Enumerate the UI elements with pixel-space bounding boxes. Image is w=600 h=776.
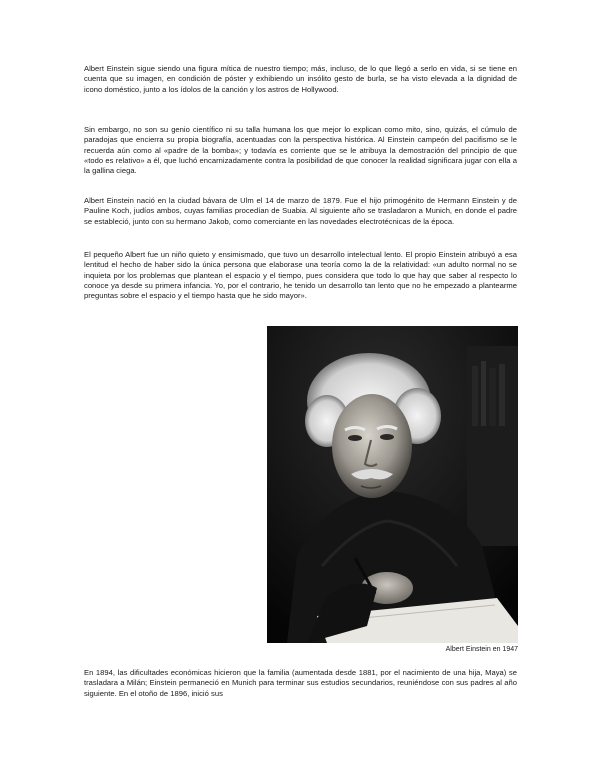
paragraph-3: Albert Einstein nació en la ciudad bávara de Ulm el 14 de marzo de 1879. Fue el hijo primogénito de Hermann Einstein y de Pauline Koch, judíos ambos, cuyas familias procedían de Suabia. Al siguiente año se trasladaron a Munich, en donde el padre se estableció, junto con su hermano Jakob, como comerciante en las novedades electrotécnicas de la época. <box>84 196 517 226</box>
paragraph-5: En 1894, las dificultades económicas hicieron que la familia (aumentada desde 1881, por el nacimiento de una hija, Maya) se trasladara a Milán; Einstein permaneció en Munich para terminar sus estudios secundarios, reuniéndose con sus padres al año siguiente. En el otoño de 1896, inició sus <box>84 668 517 698</box>
photo-caption: Albert Einstein en 1947 <box>445 646 518 653</box>
paragraph-4: El pequeño Albert fue un niño quieto y ensimismado, que tuvo un desarrollo intelectual lento. El propio Einstein atribuyó a esa lentitud el hecho de haber sido la única persona que elaborase una teoría como la de la relatividad: «un adulto normal no se inquieta por los problemas que plantean el espacio y el tiempo, pues considera que todo lo que hay que saber al respecto lo conoce ya desde su primera infancia. Yo, por el contrario, he tenido un desarrollo tan lento que no he empezado a plantearme preguntas sobre el espacio y el tiempo hasta que he sido mayor». <box>84 250 517 301</box>
paragraph-1: Albert Einstein sigue siendo una figura mítica de nuestro tiempo; más, incluso, de lo que llegó a serlo en vida, si se tiene en cuenta que su imagen, en condición de póster y exhibiendo un insólito gesto de burla, se ha visto elevada a la dignidad de icono doméstico, junto a los ídolos de la canción y los astros de Hollywood. <box>84 64 517 94</box>
portrait-illustration <box>267 326 518 643</box>
paragraph-2: Sin embargo, no son su genio científico ni su talla humana los que mejor lo explican como mito, sino, quizás, el cúmulo de paradojas que encierra su propia biografía, acentuadas con la perspectiva histórica. Al Einstein campeón del pacifismo se le recuerda aún como al «padre de la bomba»; y todavía es corriente que se le atribuya la demostración del principio de que «todo es relativo» a él, que luchó encarnizadamente contra la posibilidad de que conocer la realidad significara jugar con ella a la gallina ciega. <box>84 125 517 176</box>
einstein-photo <box>267 326 518 643</box>
